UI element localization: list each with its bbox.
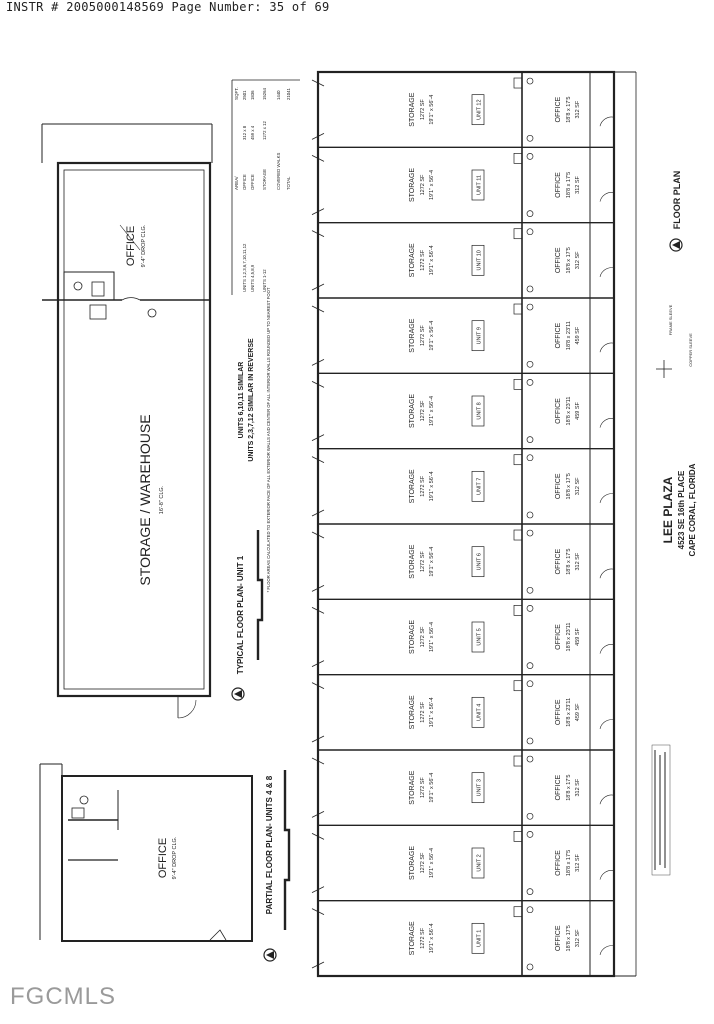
typical-storage-label: STORAGE / WAREHOUSE [137,414,153,586]
office-dims: 18'8 x 17'5 [566,774,572,801]
area-row-2-label: UNITS 4,5,8,9 [250,264,255,292]
storage-dims: 19'1" x 56'-4 [429,772,435,803]
typical-office-ceiling: 9'-4" DROP CLG. [141,224,147,268]
storage-label: STORAGE [409,695,416,730]
units-layer [312,78,614,970]
office-label: OFFICE [555,548,562,575]
unit-bay [312,147,614,216]
storage-dims: 19'1" x 56'-4 [429,621,435,653]
office-area: 459 SF [575,402,581,420]
project-city: CAPE CORAL, FLORIDA [688,463,697,557]
unit-bay [312,449,614,518]
unit-label: UNIT 7 [476,477,483,495]
storage-dims: 19'1" x 56'-4 [429,169,435,201]
office-dims: 18'8 x 17'5 [566,548,572,575]
storage-label: STORAGE [409,318,416,353]
storage-area: 1272 SF [420,325,426,347]
unit-label: UNIT 1 [476,929,483,947]
fgcmls-watermark: FGCMLS [10,983,117,1010]
area-row-3-type: STORAGE [262,169,267,190]
unit-bay [312,373,614,442]
unit-label: UNIT 5 [476,628,483,646]
office-label: OFFICE [555,925,562,952]
office-dims: 18'8 x 23'11 [566,321,572,351]
unit-label: UNIT 6 [476,553,483,571]
office-dims: 18'8 x 17'5 [566,473,572,500]
area-row-5-type: TOTAL [286,176,291,190]
office-area: 459 SF [575,703,581,722]
partial-floor-plan [40,764,289,961]
unit-label: UNIT 9 [476,327,483,345]
storage-area: 1272 SF [420,400,426,422]
unit-bay [312,298,614,367]
storage-dims: 19'1" x 56'-4 [429,94,435,125]
area-table-header-area: AREA/ [234,176,239,190]
typical-storage-ceiling: 16'-8" CLG. [159,485,165,515]
area-row-2-calc: 459 x 4 [250,125,255,140]
area-table-header-sqft: SQFT. [234,87,239,100]
unit-bay [312,750,614,819]
unit-label: UNIT 2 [476,854,483,872]
storage-dims: 19'1" x 56'-4 [429,923,435,954]
storage-label: STORAGE [409,243,416,278]
office-area: 312 SF [575,176,581,194]
partial-office-ceiling: 9'-4" DROP CLG. [172,836,178,880]
storage-label: STORAGE [409,393,416,429]
office-area: 312 SF [575,552,581,571]
storage-label: STORAGE [409,469,416,504]
unit-bay [312,901,614,970]
storage-area: 1272 SF [420,99,426,121]
office-area: 312 SF [575,854,581,872]
unit-bay [312,675,614,744]
storage-label: STORAGE [409,770,416,805]
area-row-1-calc: 312 x 8 [242,125,247,140]
title-block [652,171,697,875]
storage-dims: 19'1" x 56'-4 [429,697,435,728]
office-area: 312 SF [575,251,581,270]
partial-plan-title: PARTIAL FLOOR PLAN- UNITS 4 & 8 [265,775,274,915]
office-label: OFFICE [555,322,562,349]
area-row-3-calc: 1272 x 12 [262,121,267,140]
area-row-3-sqft: 15264 [262,88,267,100]
storage-dims: 19'1" x 56'-4 [429,847,435,879]
storage-area: 1272 SF [420,626,426,648]
office-dims: 18'8 x 17'5 [566,96,572,123]
unit-label: UNIT 8 [476,402,483,420]
storage-label: STORAGE [409,92,416,127]
office-dims: 18'8 x 17'5 [566,171,572,199]
floor-plan-title: FLOOR PLAN [672,170,682,230]
partial-office-label: OFFICE [157,837,169,879]
office-dims: 18'8 x 23'11 [566,622,572,652]
area-row-2-type: OFFICE [250,174,255,190]
legend-frame-sleeve: FRAME SLEEVE [668,304,673,336]
area-row-4-sqft: 1440 [276,90,281,100]
unit-bay [312,78,614,141]
office-area: 312 SF [575,929,581,948]
legend-copper-sleeve: COPPER SLEEVE [688,333,693,367]
storage-area: 1272 SF [420,777,426,799]
storage-dims: 19'1" x 56'-4 [429,320,435,351]
unit-bay [312,599,614,668]
unit-label: UNIT 11 [476,175,483,195]
office-label: OFFICE [555,96,562,123]
office-area: 312 SF [575,100,581,119]
storage-label: STORAGE [409,619,416,655]
storage-dims: 19'1" x 56'-4 [429,395,435,427]
storage-area: 1272 SF [420,852,426,874]
area-row-3-label: UNITS 1-12 [262,269,267,292]
typical-office-label: OFFICE [125,225,137,267]
office-label: OFFICE [555,473,562,500]
office-area: 312 SF [575,477,581,496]
office-label: OFFICE [555,774,562,801]
office-dims: 18'8 x 17'5 [566,849,572,877]
unit-label: UNIT 3 [476,779,483,797]
typical-floor-plan [42,124,271,718]
office-area: 312 SF [575,778,581,797]
office-dims: 18'8 x 23'11 [566,697,572,727]
project-name: LEE PLAZA [661,476,675,544]
storage-label: STORAGE [409,921,416,956]
storage-label: STORAGE [409,544,416,579]
office-label: OFFICE [555,172,562,198]
office-label: OFFICE [555,624,562,650]
typical-plan-title: TYPICAL FLOOR PLAN- UNIT 1 [236,555,245,675]
office-dims: 18'8 x 17'5 [566,247,572,274]
storage-dims: 19'1" x 56'-4 [429,245,435,276]
typical-plan-note-1: UNITS 6,10,11 SIMILAR [238,361,245,439]
instrument-header: INSTR # 2005000148569 Page Number: 35 of 69 [6,0,330,14]
office-dims: 18'8 x 17'5 [566,925,572,952]
storage-dims: 19'1" x 56'-4 [429,546,435,577]
unit-label: UNIT 10 [476,250,483,271]
unit-bay [312,825,614,894]
unit-label: UNIT 4 [476,703,483,721]
unit-bay [312,223,614,292]
area-row-1-sqft: 2501 [242,90,247,100]
unit-label: UNIT 12 [476,99,483,120]
office-label: OFFICE [555,850,562,876]
storage-area: 1272 SF [420,249,426,271]
storage-area: 1272 SF [420,927,426,949]
office-label: OFFICE [555,699,562,726]
storage-area: 1272 SF [420,701,426,723]
storage-area: 1272 SF [420,174,426,196]
storage-area: 1272 SF [420,551,426,573]
area-row-1-label: UNITS 1,2,3,6,7,10,11,12 [242,243,247,292]
area-note: * FLOOR AREAS CALCULATED TO EXTERIOR FACE OF ALL EXTERIOR WALLS AND CENTER OF ALL INTERIOR WALLS ROUNDED UP TO NEAREST FOOT [266,287,271,593]
area-row-4-type: COVERED WALKS [276,152,281,190]
storage-area: 1272 SF [420,475,426,497]
office-dims: 18'8 x 23'11 [566,396,572,426]
office-label: OFFICE [555,247,562,274]
project-address: 4523 SE 16th PLACE [677,470,686,550]
area-row-2-sqft: 1836 [250,90,255,100]
storage-dims: 19'1" x 56'-4 [429,471,435,502]
storage-label: STORAGE [409,167,416,203]
office-area: 459 SF [575,326,581,345]
typical-plan-note-2: UNITS 2,3,7,12 SIMILAR IN REVERSE [248,338,255,462]
unit-bay [312,524,614,593]
area-row-5-sqft: 21041 [286,88,291,100]
office-area: 459 SF [575,628,581,646]
area-row-1-type: OFFICE [242,174,247,190]
storage-label: STORAGE [409,845,416,881]
office-label: OFFICE [555,398,562,424]
area-table [232,80,300,295]
